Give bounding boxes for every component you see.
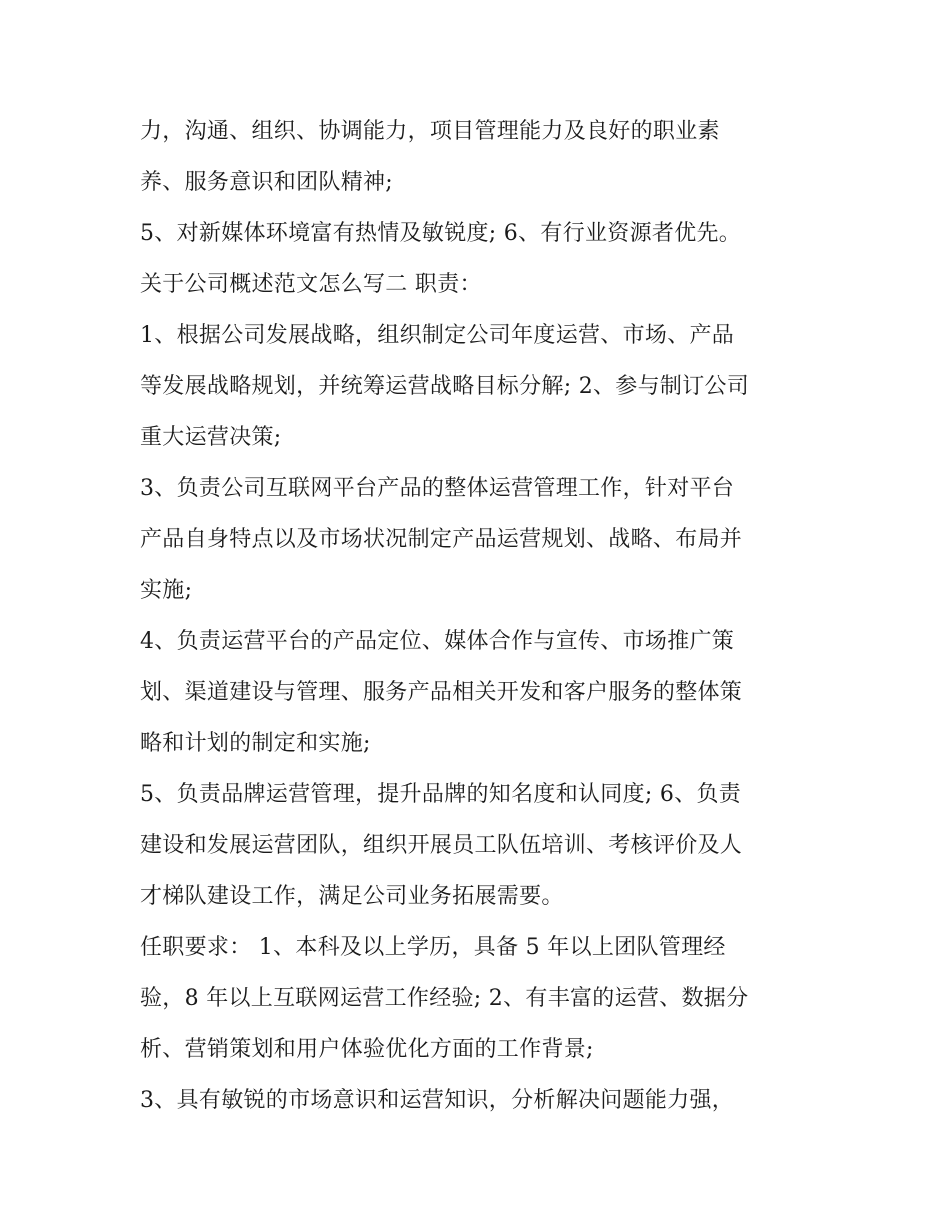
text-line: 建设和发展运营团队，组织开展员工队伍培训、考核评价及人 (140, 833, 743, 858)
text-line: 实施; (140, 578, 193, 603)
text-line: 才梯队建设工作，满足公司业务拓展需要。 (140, 884, 564, 909)
text-line: 验，8 年以上互联网运营工作经验; 2、有丰富的运营、数据分 (140, 986, 749, 1011)
text-line: 1、根据公司发展战略，组织制定公司年度运营、市场、产品 (140, 323, 735, 348)
text-line: 略和计划的制定和实施; (140, 731, 371, 756)
text-line: 3、负责公司互联网平台产品的整体运营管理工作，针对平台 (140, 476, 735, 501)
text-line: 5、负责品牌运营管理，提升品牌的知名度和认同度; 6、负责 (140, 782, 742, 807)
text-line: 5、对新媒体环境富有热情及敏锐度; 6、有行业资源者优先。 (140, 221, 742, 246)
text-line: 3、具有敏锐的市场意识和运营知识，分析解决问题能力强， (140, 1088, 735, 1113)
text-line: 划、渠道建设与管理、服务产品相关开发和客户服务的整体策 (140, 680, 743, 705)
text-line: 养、服务意识和团队精神; (140, 170, 394, 195)
text-line: 4、负责运营平台的产品定位、媒体合作与宣传、市场推广策 (140, 629, 735, 654)
text-line: 产品自身特点以及市场状况制定产品运营规划、战略、布局并 (140, 527, 743, 552)
text-line: 重大运营决策; (140, 425, 282, 450)
text-line: 力，沟通、组织、协调能力，项目管理能力及良好的职业素 (140, 119, 720, 144)
text-line: 任职要求： 1、本科及以上学历，具备 5 年以上团队管理经 (140, 935, 726, 960)
text-line: 等发展战略规划，并统筹运营战略目标分解; 2、参与制订公司 (140, 374, 750, 399)
text-line: 析、营销策划和用户体验优化方面的工作背景; (140, 1037, 594, 1062)
section-heading: 关于公司概述范文怎么写二 职责： (140, 272, 482, 297)
document-body (140, 106, 820, 1126)
